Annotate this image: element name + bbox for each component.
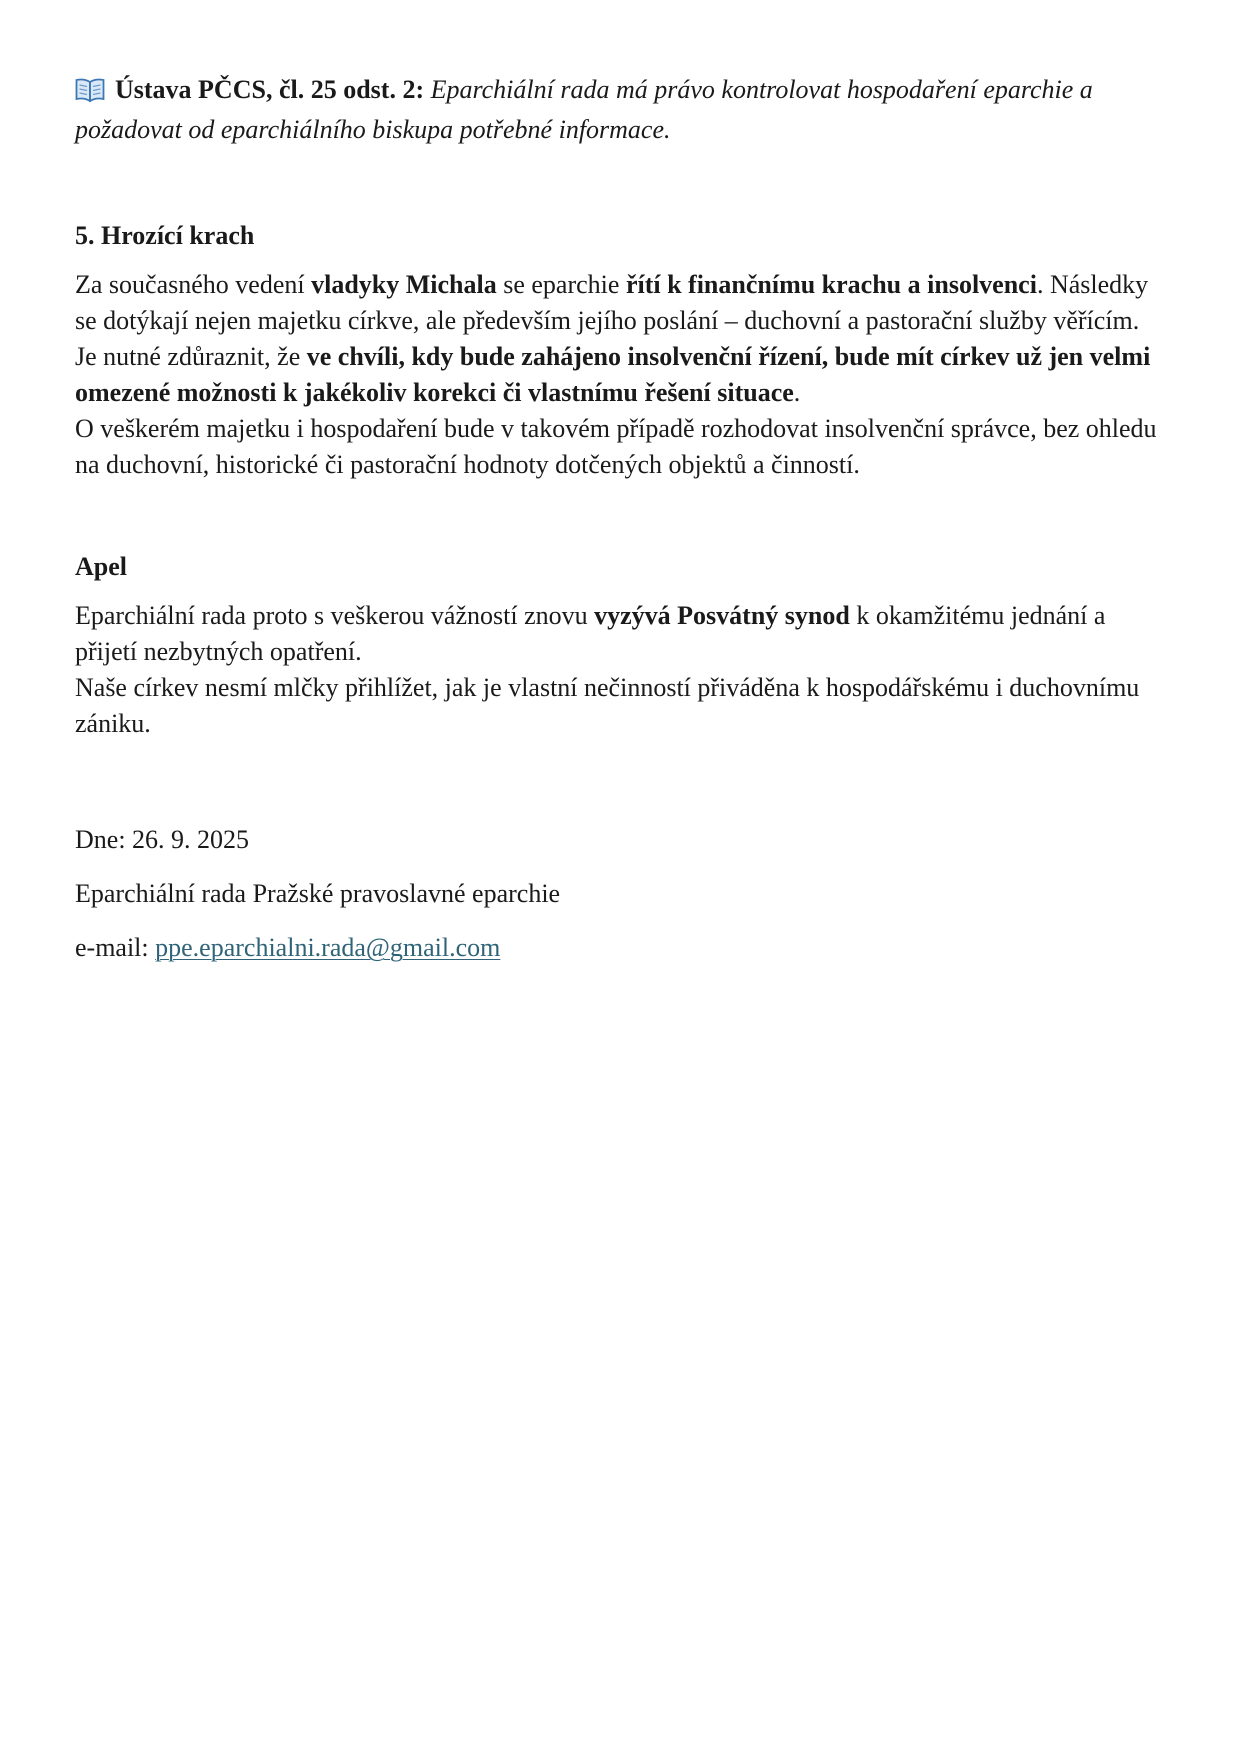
email-label: e-mail: xyxy=(75,933,156,962)
organization-line: Eparchiální rada Pražské pravoslavné eparchie xyxy=(75,879,561,908)
bold-text: ve chvíli, kdy bude zahájeno insolvenční řízení, bude mít církev už jen velmi omezené možnosti k jakékoliv korekci či vlastnímu řešení situace xyxy=(75,342,1151,407)
spacer xyxy=(75,148,1170,218)
open-book-icon xyxy=(75,76,105,112)
text-run: Je nutné zdůraznit, že xyxy=(75,342,307,371)
bold-text: řítí k finančnímu krachu a insolvenci xyxy=(625,270,1037,299)
bold-text: vladyky Michala xyxy=(311,270,497,299)
bold-text: vyzývá Posvátný synod xyxy=(594,601,850,630)
section-heading: Apel xyxy=(75,552,127,581)
email-link[interactable]: ppe.eparchialni.rada@gmail.com xyxy=(155,933,501,962)
text-run: se eparchie xyxy=(496,270,626,299)
email-line xyxy=(75,930,1170,966)
date-line: Dne: 26. 9. 2025 xyxy=(75,825,250,854)
signature-block xyxy=(75,822,1170,966)
text-run: Eparchiální rada proto s veškerou vážností znovu xyxy=(75,601,595,630)
spacer xyxy=(75,483,1170,549)
document-body xyxy=(75,72,1170,966)
spacer xyxy=(75,742,1170,822)
text-run: . Následky se dotýkají nejen majetku církve, ale především jejího poslání – duchovní a pastorační služby věřícím. xyxy=(75,270,1149,335)
paragraph: Naše církev nesmí mlčky přihlížet, jak je vlastní nečinností přiváděna k hospodářskému i duchovnímu zániku. xyxy=(75,673,1140,738)
text-run: k okamžitému jednání a přijetí nezbytných opatření. xyxy=(75,601,1106,666)
text-run: . xyxy=(793,378,801,407)
text-run: Za současného vedení xyxy=(75,270,312,299)
paragraph xyxy=(75,339,1170,411)
quote-label: Ústava PČCS, čl. 25 odst. 2: xyxy=(115,75,425,104)
paragraph xyxy=(75,598,1170,670)
paragraph: O veškerém majetku i hospodaření bude v takovém případě rozhodovat insolvenční správce, bez ohledu na duchovní, historické či pastorační hodnoty dotčených objektů a činností. xyxy=(75,414,1157,479)
constitution-quote xyxy=(75,72,1170,148)
section-hrozici-krach xyxy=(75,218,1170,483)
section-heading: 5. Hrozící krach xyxy=(75,221,255,250)
quote-text: Eparchiální rada má právo kontrolovat hospodaření eparchie a požadovat od eparchiálního biskupa potřebné informace. xyxy=(75,75,1093,144)
section-apel xyxy=(75,549,1170,742)
paragraph xyxy=(75,267,1170,339)
